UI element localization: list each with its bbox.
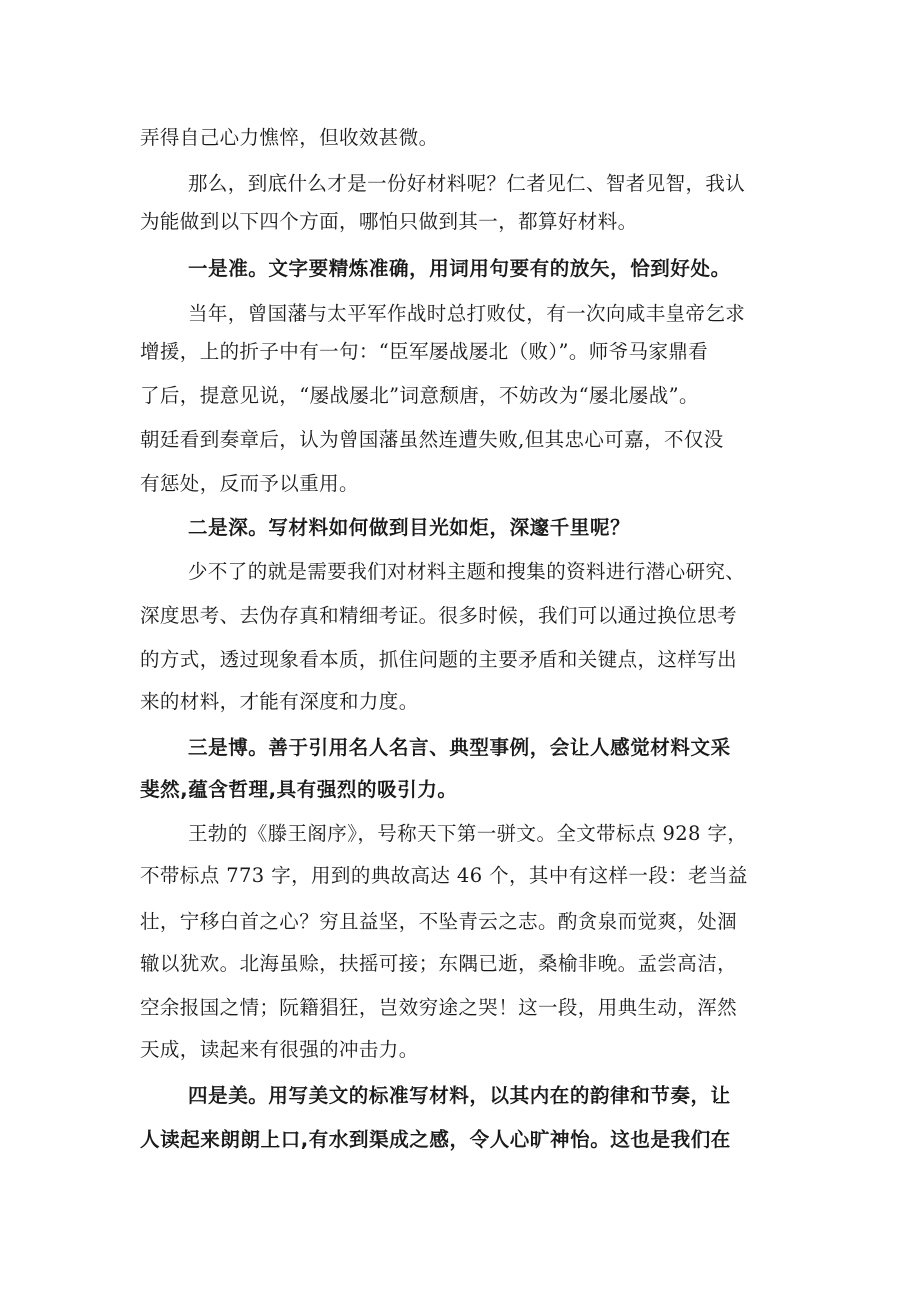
text-line: 天成，读起来有很强的冲击力。 xyxy=(140,1038,419,1061)
text-line: 来的材料，才能有深度和力度。 xyxy=(140,690,419,713)
text-line: 王勃的《滕王阁序》，号称天下第一骈文。全文带标点 928 字， xyxy=(188,822,748,845)
text-line: 增援，上的折子中有一句：“臣军屡战屡北（败）”。师爷马家鼎看 xyxy=(140,340,709,363)
text-line: 的方式，透过现象看本质，抓住问题的主要矛盾和关键点，这样写出 xyxy=(140,648,738,671)
text-line: 辙以犹欢。北海虽赊，扶摇可接；东隅已逝，桑榆非晚。孟尝高洁， xyxy=(140,952,738,975)
section-heading: 一是准。文字要精炼准确，用词用句要有的放矢，恰到好处。 xyxy=(188,257,731,280)
section-heading: 四是美。用写美文的标准写材料，以其内在的韵律和节奏，让 xyxy=(188,1084,731,1107)
text-line: 深度思考、去伪存真和精细考证。很多时候，我们可以通过换位思考 xyxy=(140,604,738,627)
text-line: 朝廷看到奏章后，认为曾国藩虽然连遭失败,但其忠心可嘉，不仅没 xyxy=(140,428,724,451)
text-line: 壮，宁移白首之心？穷且益坚，不坠青云之志。酌贪泉而觉爽，处涸 xyxy=(140,910,738,933)
text-line: 那么，到底什么才是一份好材料呢？仁者见仁、智者见智，我认 xyxy=(188,172,746,195)
section-heading: 三是博。善于引用名人名言、典型事例，会让人感觉材料文采 xyxy=(188,736,731,759)
text-line: 了后，提意见说，“屡战屡北”词意颓唐，不妨改为“屡北屡战”。 xyxy=(140,384,699,407)
text-line: 空余报国之情；阮籍猖狂，岂效穷途之哭！这一段，用典生动，浑然 xyxy=(140,996,738,1019)
text-line: 不带标点 773 字，用到的典故高达 46 个，其中有这样一段：老当益 xyxy=(140,864,748,887)
text-line: 弄得自己心力憔悴，但收效甚微。 xyxy=(140,126,439,149)
text-line: 当年，曾国藩与太平军作战时总打败仗，有一次向咸丰皇帝乞求 xyxy=(188,302,746,325)
section-heading: 斐然,蕴含哲理,具有强烈的吸引力。 xyxy=(140,778,458,801)
text-line: 有惩处，反而予以重用。 xyxy=(140,472,359,495)
text-line: 为能做到以下四个方面，哪怕只做到其一，都算好材料。 xyxy=(140,210,638,233)
section-heading: 二是深。写材料如何做到目光如炬，深邃千里呢？ xyxy=(188,516,631,539)
section-heading: 人读起来朗朗上口,有水到渠成之感，令人心旷神怡。这也是我们在 xyxy=(140,1128,731,1151)
text-line: 少不了的就是需要我们对材料主题和搜集的资料进行潜心研究、 xyxy=(188,560,746,583)
